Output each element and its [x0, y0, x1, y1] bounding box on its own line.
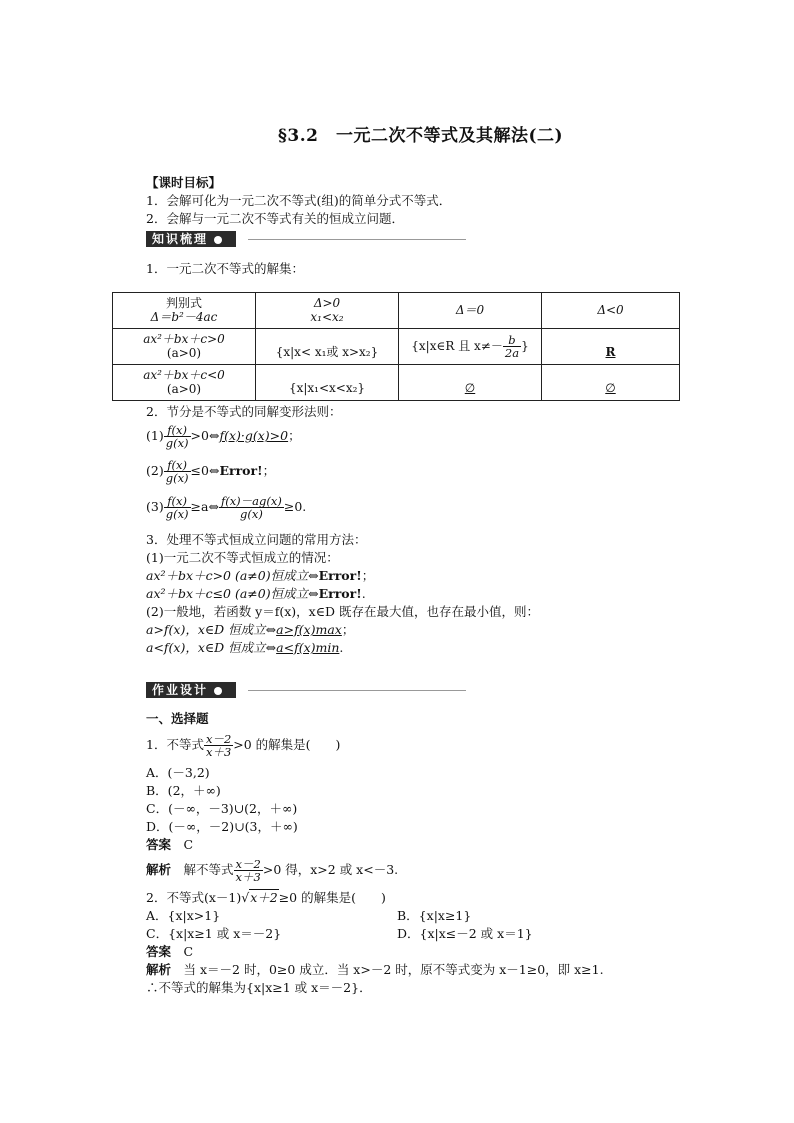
answer: 答案 C [146, 837, 194, 852]
dot-icon [214, 687, 222, 695]
table-cell: Δ<0 [542, 293, 680, 329]
table-cell: 判别式 Δ＝b²－4ac [113, 293, 256, 329]
table-cell: ax²＋bx＋c>0 (a>0) [113, 329, 256, 365]
explanation: 解析 当 x＝－2 时，0≥0 成立．当 x>－2 时，原不等式变为 x－1≥0，即 x≥1. [146, 962, 604, 977]
table-cell: {x|x₁<x<x₂} [256, 365, 399, 401]
table-cell: ∅ [399, 365, 542, 401]
knowledge-line: ax²＋bx＋c>0 (a≠0)恒成立⇔Error!； [146, 568, 375, 583]
answer: 答案 C [146, 944, 194, 959]
option: C．{x|x≥1 或 x＝－2} [146, 926, 282, 941]
option: B．(2，＋∞) [146, 783, 221, 798]
table-cell: Δ>0 x₁<x₂ [256, 293, 399, 329]
explanation: ∴不等式的解集为{x|x≥1 或 x＝－2}． [146, 980, 372, 995]
goal-item: 2．会解与一元二次不等式有关的恒成立问题． [146, 211, 404, 226]
option: D．(－∞，－2)∪(3，＋∞) [146, 819, 298, 834]
banner-label: 作业设计 [152, 683, 209, 697]
section-banner-knowledge [146, 231, 236, 247]
goal-item: 1．会解可化为一元二次不等式(组)的简单分式不等式． [146, 193, 452, 208]
table-cell: R [542, 329, 680, 365]
rule-1: (1) $\frac{f(x)}{g(x)}$ >0⇔f(x)·g(x)>0； [146, 423, 301, 451]
section-heading: 一、选择题 [146, 711, 209, 726]
rule-3: (3) $\frac{f(x)}{g(x)}$ ≥a⇔ $\frac{f(x)-ag(x)}{g(x)}$ ≥0. [146, 494, 307, 522]
dot-icon [214, 236, 222, 244]
rule-2: (2) $\frac{f(x)}{g(x)}$ ≤0⇔Error!； [146, 458, 276, 486]
table-cell: ax²＋bx＋c<0 (a>0) [113, 365, 256, 401]
knowledge-line: a<f(x)，x∈D 恒成立⇔a<f(x)min. [146, 640, 344, 655]
option: D．{x|x≤－2 或 x＝1} [397, 926, 533, 941]
sqrt-icon: √ [241, 890, 250, 905]
knowledge-item-1: 1．一元二次不等式的解集： [146, 261, 304, 276]
knowledge-line: (2)一般地，若函数 y＝f(x)，x∈D 既存在最大值，也存在最小值，则： [146, 604, 539, 619]
knowledge-line: ax²＋bx＋c≤0 (a≠0)恒成立⇔Error!. [146, 586, 366, 601]
table-cell: ∅ [542, 365, 680, 401]
option: B．{x|x≥1} [397, 908, 472, 923]
knowledge-item-2: 2．节分是不等式的同解变形法则： [146, 404, 342, 419]
goals-heading: 【课时目标】 [146, 175, 222, 190]
question-1: 1．不等式 $\frac{x-2}{x+3}$ >0 的解集是( ) [146, 732, 341, 760]
option: C．(－∞，－3)∪(2，＋∞) [146, 801, 298, 816]
banner-label: 知识梳理 [152, 232, 209, 246]
divider [248, 239, 466, 240]
table-cell: Δ＝0 [399, 293, 542, 329]
section-banner-homework [146, 682, 236, 698]
page-title: §3.2 一元二次不等式及其解法(二) [278, 126, 564, 146]
table-cell: {x|x< x₁或 x>x₂} [256, 329, 399, 365]
solution-table [112, 292, 680, 401]
knowledge-item-3: 3．处理不等式恒成立问题的常用方法： [146, 532, 367, 547]
question-2: 2．不等式(x－1)√x＋2≥0 的解集是( ) [146, 890, 386, 905]
knowledge-line: a>f(x)，x∈D 恒成立⇔a>f(x)max； [146, 622, 355, 637]
option: A．(－3,2) [146, 765, 210, 780]
knowledge-line: (1)一元二次不等式恒成立的情况： [146, 550, 339, 565]
explanation: 解析 解不等式 $\frac{x-2}{x+3}$ >0 得，x>2 或 x<－3. [146, 857, 399, 885]
table-cell: {x|x∈R 且 x≠－ $\frac{b}{2a}$ } [399, 329, 542, 365]
option: A．{x|x>1} [146, 908, 221, 923]
divider [248, 690, 466, 691]
